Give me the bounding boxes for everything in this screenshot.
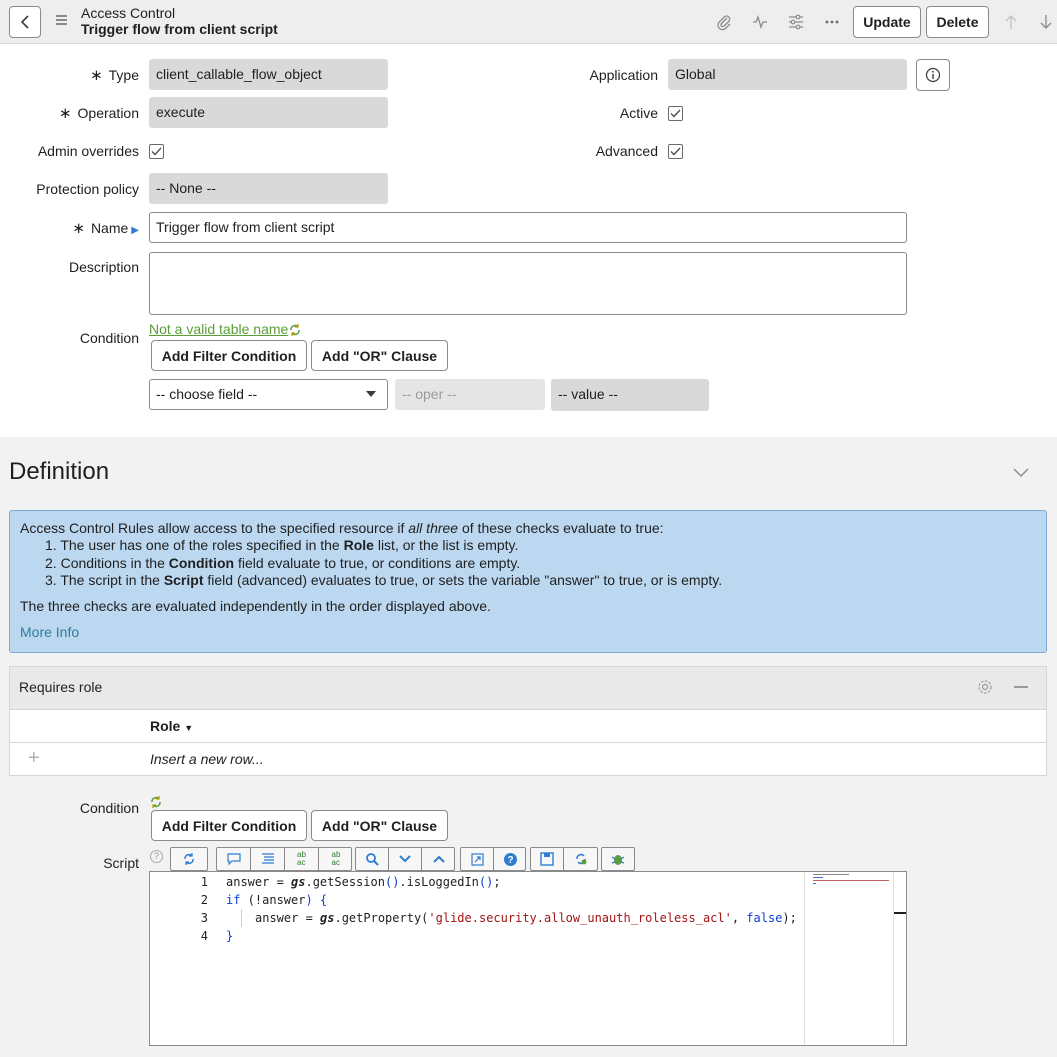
- checkmark-icon: [670, 147, 681, 156]
- scrollbar-track: [893, 872, 894, 1045]
- name-label: ∗ Name ▶: [72, 220, 139, 237]
- more-info-link[interactable]: More Info: [20, 624, 80, 640]
- add-filter-condition-button[interactable]: Add Filter Condition: [151, 340, 307, 371]
- active-checkbox[interactable]: [668, 106, 683, 121]
- line-number: 2: [200, 893, 208, 907]
- activity-icon[interactable]: [749, 11, 771, 33]
- info-intro: Access Control Rules allow access to the specified resource if all three of these checks evaluate to true:: [20, 520, 664, 536]
- info-item-1: 1. The user has one of the roles specified in the Role list, or the list is empty.: [45, 537, 519, 553]
- line-number: 3: [200, 911, 208, 925]
- list-header: [10, 667, 1046, 710]
- indent-guide: [241, 909, 242, 927]
- advanced-checkbox[interactable]: [668, 144, 683, 159]
- code-line: }: [226, 929, 234, 943]
- advanced-label: Advanced: [595, 143, 658, 159]
- minimap[interactable]: [813, 874, 893, 886]
- back-button[interactable]: [9, 6, 41, 38]
- code-line: answer = gs.getSession().isLoggedIn();: [226, 875, 501, 889]
- info-icon: [925, 67, 941, 83]
- search-toolbar-group: [355, 847, 455, 871]
- replace-icon[interactable]: ab ac: [285, 848, 319, 870]
- format-code-icon[interactable]: [251, 848, 285, 870]
- expand-icon[interactable]: [461, 848, 494, 870]
- checkmark-icon: [151, 147, 162, 156]
- section-heading: Definition: [9, 458, 110, 485]
- checkmark-icon: [670, 109, 681, 118]
- admin-overrides-checkbox[interactable]: [149, 144, 164, 159]
- collapse-list-icon[interactable]: [1014, 686, 1028, 688]
- context-menu-icon[interactable]: [56, 15, 67, 27]
- role-column-header[interactable]: Role ▼: [150, 718, 194, 734]
- info-footer: The three checks are evaluated independently in the order displayed above.: [20, 598, 491, 614]
- form-header: [0, 0, 1057, 44]
- choose-field-select[interactable]: -- choose field --: [149, 379, 388, 410]
- update-button[interactable]: Update: [853, 6, 921, 38]
- name-input[interactable]: Trigger flow from client script: [149, 212, 907, 243]
- delete-button[interactable]: Delete: [926, 6, 989, 38]
- application-info-button[interactable]: [916, 59, 950, 91]
- type-label: ∗ Type: [90, 67, 139, 84]
- minimap-divider: [804, 872, 805, 1045]
- info-item-3: 3. The script in the Script field (advanced) evaluates to true, or sets the variable "answer" to true, or is empty.: [45, 572, 723, 588]
- settings-sliders-icon[interactable]: [785, 11, 807, 33]
- arrow-up-icon[interactable]: [1000, 11, 1022, 33]
- refresh-condition-icon[interactable]: [289, 323, 301, 340]
- requires-role-list: [9, 666, 1047, 776]
- save-group: [530, 847, 598, 871]
- search-icon[interactable]: [356, 848, 389, 870]
- protection-policy-field: -- None --: [149, 173, 388, 204]
- chevron-left-icon: [20, 15, 30, 29]
- info-item-2: 2. Conditions in the Condition field evaluate to true, or conditions are empty.: [45, 555, 521, 571]
- description-label: Description: [68, 259, 139, 275]
- insert-row-link[interactable]: Insert a new row...: [150, 751, 264, 767]
- triangle-right-icon[interactable]: ▶: [131, 225, 139, 236]
- protection-policy-label: Protection policy: [36, 181, 139, 197]
- invalid-table-link[interactable]: Not a valid table name: [149, 321, 289, 337]
- condition-label: Condition: [79, 330, 139, 346]
- add-filter-condition-button-2[interactable]: Add Filter Condition: [151, 810, 307, 841]
- application-field: Global: [668, 59, 907, 90]
- paperclip-icon[interactable]: [713, 11, 735, 33]
- required-icon: ∗: [90, 67, 103, 84]
- sort-caret-icon: ▼: [184, 723, 194, 733]
- caret-down-icon: [366, 391, 376, 397]
- list-title: Requires role: [19, 679, 103, 695]
- more-options-icon[interactable]: [821, 11, 843, 33]
- info-message-box: [9, 510, 1047, 653]
- line-number: 1: [200, 875, 208, 889]
- scrollbar-thumb[interactable]: [894, 912, 906, 914]
- replace-all-icon[interactable]: ab ac: [331, 850, 341, 867]
- script-editor[interactable]: [149, 871, 907, 1046]
- active-label: Active: [619, 105, 658, 121]
- sync-icon[interactable]: [564, 848, 598, 870]
- operation-field: execute: [149, 97, 388, 128]
- bug-icon: [611, 852, 625, 866]
- description-textarea[interactable]: [149, 252, 907, 315]
- operator-select: -- oper --: [395, 379, 545, 410]
- code-line: answer = gs.getProperty('glide.security.allow_unauth_roleless_acl', false);: [255, 911, 797, 925]
- svg-text:?: ?: [507, 854, 514, 866]
- line-number: 4: [200, 929, 208, 943]
- arrow-down-icon[interactable]: [1035, 11, 1057, 33]
- type-field: client_callable_flow_object: [149, 59, 388, 90]
- help-icon[interactable]: ?: [150, 850, 163, 863]
- script-label: Script: [103, 855, 139, 871]
- application-label: Application: [589, 67, 658, 83]
- value-field: -- value --: [551, 379, 709, 411]
- refresh-script-button[interactable]: [170, 847, 208, 871]
- operation-label: ∗ Operation: [58, 105, 139, 122]
- divider: [10, 742, 1046, 743]
- admin-overrides-label: Admin overrides: [37, 143, 139, 159]
- required-icon: ∗: [72, 220, 85, 237]
- find-previous-icon[interactable]: [422, 848, 455, 870]
- add-or-clause-button-2[interactable]: Add "OR" Clause: [311, 810, 448, 841]
- add-or-clause-button[interactable]: Add "OR" Clause: [311, 340, 448, 371]
- code-line: if (!answer) {: [226, 893, 328, 907]
- save-icon[interactable]: [531, 848, 564, 870]
- fullscreen-help-group: [460, 847, 526, 871]
- definition-condition-label: Condition: [79, 800, 139, 816]
- debug-button[interactable]: [601, 847, 635, 871]
- collapse-section-icon[interactable]: [1013, 465, 1029, 481]
- required-icon: ∗: [58, 105, 72, 122]
- format-toolbar-group: [216, 847, 352, 871]
- record-title: Trigger flow from client script: [81, 21, 278, 37]
- refresh-icon: [182, 852, 196, 866]
- find-next-icon[interactable]: [389, 848, 422, 870]
- question-icon[interactable]: [494, 848, 527, 870]
- comment-icon[interactable]: [217, 848, 251, 870]
- gear-icon[interactable]: [977, 679, 993, 698]
- add-row-icon[interactable]: +: [28, 747, 40, 769]
- page-title: Access Control: [81, 5, 176, 21]
